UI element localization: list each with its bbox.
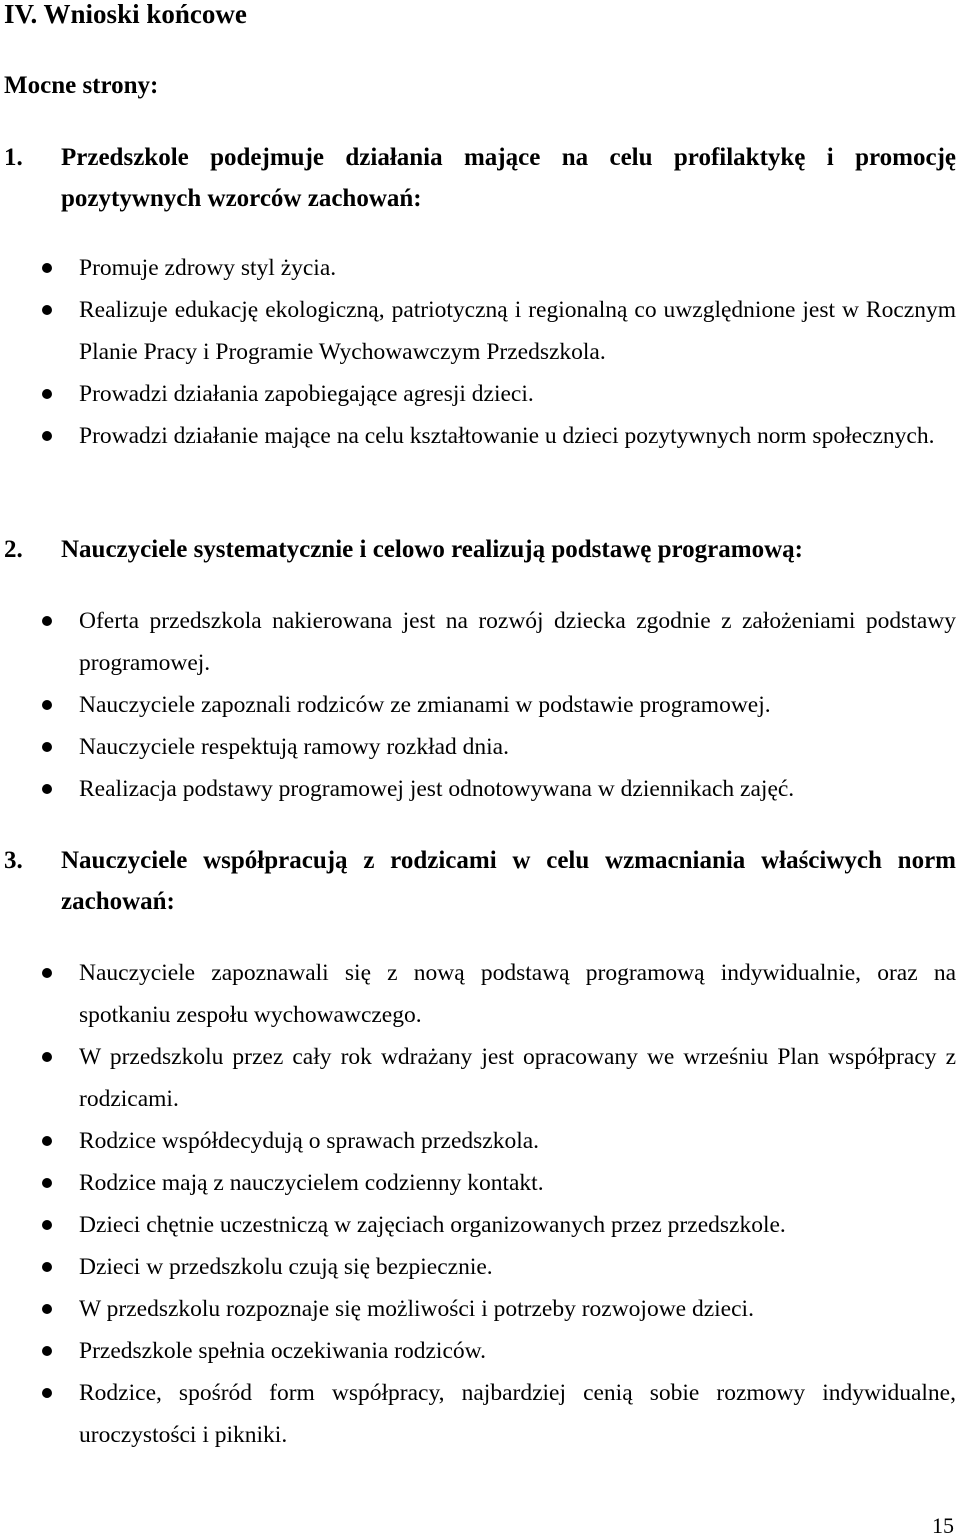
section-1-heading: [4, 137, 956, 219]
list-item: W przedszkolu rozpoznaje się możliwości i potrzeby rozwojowe dzieci.: [0, 1288, 960, 1330]
list-item: Dzieci w przedszkolu czują się bezpiecznie.: [0, 1246, 960, 1288]
section-heading-text: Nauczyciele systematycznie i celowo realizują podstawę programową:: [61, 536, 803, 563]
list-item: Realizacja podstawy programowej jest odnotowywana w dziennikach zajęć.: [0, 768, 960, 810]
section-number: 1.: [4, 144, 23, 171]
list-item: Dzieci chętnie uczestniczą w zajęciach organizowanych przez przedszkole.: [0, 1204, 960, 1246]
list-item: Rodzice mają z nauczycielem codzienny kontakt.: [0, 1162, 960, 1204]
section-heading-text: Nauczyciele współpracują z rodzicami w celu wzmacniania właściwych norm zachowań:: [61, 847, 956, 915]
page-number: 15: [932, 1513, 954, 1538]
section-number: 2.: [4, 536, 23, 563]
section-3-heading: [4, 840, 956, 922]
list-item: Prowadzi działanie mające na celu kształtowanie u dzieci pozytywnych norm społecznych.: [0, 415, 960, 457]
section-2-list: [0, 600, 960, 810]
list-item: Prowadzi działania zapobiegające agresji dzieci.: [0, 373, 960, 415]
list-item: Przedszkole spełnia oczekiwania rodziców.: [0, 1330, 960, 1372]
list-item: Rodzice, spośród form współpracy, najbardziej cenią sobie rozmowy indywidualne, uroczystości i pikniki.: [0, 1372, 960, 1456]
list-item: Oferta przedszkola nakierowana jest na rozwój dziecka zgodnie z założeniami podstawy programowej.: [0, 600, 960, 684]
section-2-heading: [4, 529, 956, 570]
strengths-heading: Mocne strony:: [4, 72, 159, 99]
list-item: W przedszkolu przez cały rok wdrażany jest opracowany we wrześniu Plan współpracy z rodzicami.: [0, 1036, 960, 1120]
list-item: Nauczyciele zapoznali rodziców ze zmianami w podstawie programowej.: [0, 684, 960, 726]
list-item: Nauczyciele respektują ramowy rozkład dnia.: [0, 726, 960, 768]
section-3-list: [0, 952, 960, 1456]
list-item: Nauczyciele zapoznawali się z nową podstawą programową indywidualnie, oraz na spotkaniu zespołu wychowawczego.: [0, 952, 960, 1036]
list-item: Promuje zdrowy styl życia.: [0, 247, 960, 289]
list-item: Realizuje edukację ekologiczną, patriotyczną i regionalną co uwzględnione jest w Rocznym Planie Pracy i Programie Wychowawczym Przedszkola.: [0, 289, 960, 373]
list-item: Rodzice współdecydują o sprawach przedszkola.: [0, 1120, 960, 1162]
section-number: 3.: [4, 847, 23, 874]
section-1-list: [0, 247, 960, 457]
section-heading-text: Przedszkole podejmuje działania mające na celu profilaktykę i promocję pozytywnych wzorców zachowań:: [61, 144, 956, 212]
chapter-title: IV. Wnioski końcowe: [4, 0, 247, 29]
